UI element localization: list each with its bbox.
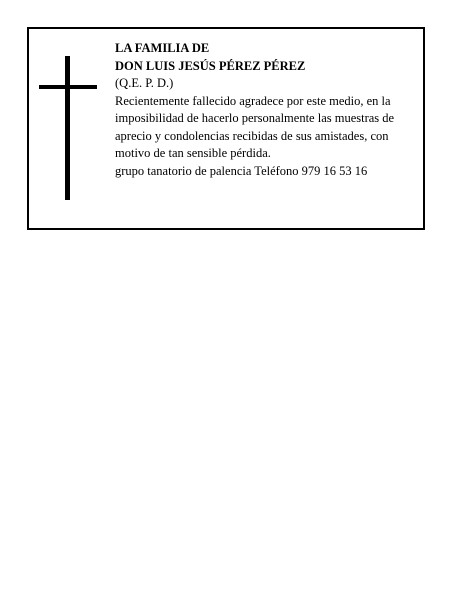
notice-text — [115, 40, 421, 180]
rip-abbreviation: (Q.E. P. D.) — [115, 76, 174, 90]
cross-icon-crossbar — [39, 85, 97, 89]
obituary-notice — [27, 27, 425, 230]
cross-icon — [65, 56, 70, 200]
heading-deceased-name: DON LUIS JESÚS PÉREZ PÉREZ — [115, 58, 306, 73]
heading-family: LA FAMILIA DE — [115, 41, 210, 55]
body-line: aprecio y condolencias recibidas de sus amistades, con — [115, 128, 389, 143]
body-line: motivo de tan sensible pérdida. — [115, 146, 271, 160]
funeral-home-contact: grupo tanatorio de palencia Teléfono 979 16 53 16 — [115, 163, 368, 178]
body-line: imposibilidad de hacerlo personalmente las muestras de — [115, 111, 395, 125]
body-line: Recientemente fallecido agradece por este medio, en la — [115, 93, 391, 108]
